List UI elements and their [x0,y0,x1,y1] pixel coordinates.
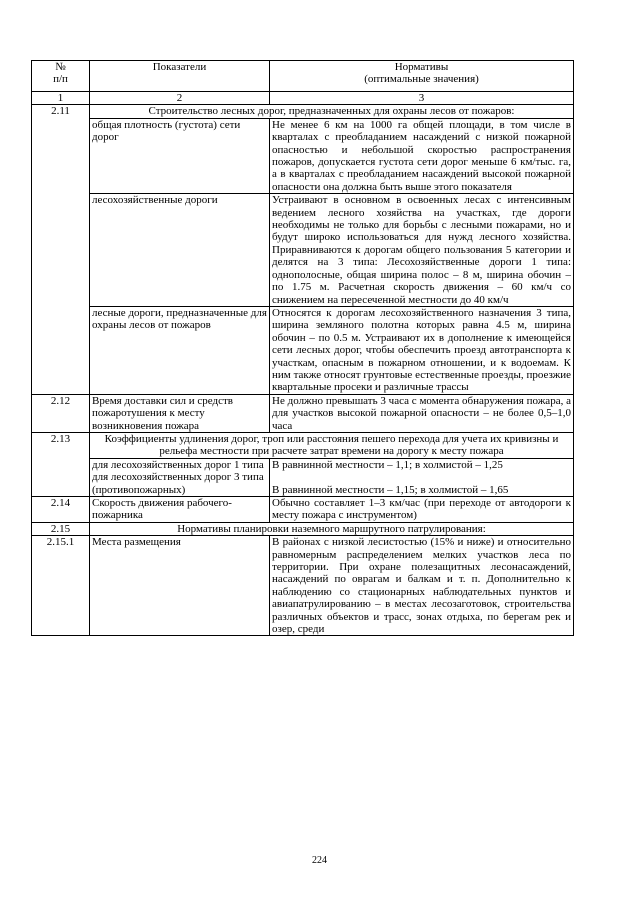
row-number: 2.11 [32,105,90,394]
table-header-row [32,61,574,92]
column-numbers-row [32,92,574,105]
indicator-cell: лесные дороги, предназначенные для охраны лесов от пожаров [90,306,270,394]
norm-cell: Устраивают в основном в освоенных лесах с интенсивным ведением лесного хозяйства на участках, где дороги необходимы не только для борьбы с лесными пожарами, но и будут широко использоваться для нужд лесного хозяйства. Приравниваются к дорогам общего пользования 5 категории и делятся на 3 типа: Лесохозяйственные дороги 1 типа: однополосные, общая ширина полос – 8 м, ширина обочин – по 1.75 м. Расчетная скорость движения – 60 км/ч со снижением на пересеченной местности до 40 км/ч [270,194,574,307]
row-number: 2.15 [32,522,90,535]
norm-cell: Не должно превышать 3 часа с момента обнаружения пожара, а для участков высокой пожарной опасности – не более 0,5–1,0 часа [270,394,574,432]
table-row [32,497,574,523]
header-number-cell [32,61,90,92]
row-number: 2.12 [32,394,90,432]
header-norms-cell [270,61,574,92]
header-norms-subtitle: (оптимальные значения) [364,73,479,86]
table-row [32,306,574,394]
page-number: 224 [312,855,327,866]
section-title: Коэффициенты удлинения дорог, троп или расстояния пешего перехода для учета их кривизны и рельефа местности при расчете затрат времени на дорогу к месту пожара [90,432,574,458]
road-type-1-value: В равнинной местности – 1,1; в холмистой – 1,25 [272,458,503,471]
table-row [32,118,574,193]
norm-cell: В районах с низкой лесистостью (15% и ниже) и относительно равномерным распределением мелких участков леса по территории. При охране полезащитных лесонасаждений, насаждений по оврагам и балкам и т. п. Дополнительно к наблюдению со стационарных наблюдательных пунктов и авиапатрулированию – в местах лесозаготовок, строительства различных объектов и трасс, зонах отдыха, по берегам рек и озер, среди [270,536,574,636]
spacer [272,471,571,483]
indicator-cell [90,458,270,496]
section-row-2-11 [32,105,574,118]
header-norms-title: Нормативы [394,61,449,73]
section-row-2-13 [32,432,574,458]
indicator-cell: Время доставки сил и средств пожаротушения к месту возникновения пожара [90,394,270,432]
indicator-cell: лесохозяйственные дороги [90,194,270,307]
section-title: Нормативы планировки наземного маршрутного патрулирования: [90,522,574,535]
table-row [32,394,574,432]
norm-cell: Обычно составляет 1–3 км/час (при переходе от автодороги к месту пожара с инструментом) [270,497,574,523]
column-number-2: 2 [90,92,270,105]
norm-cell [270,458,574,496]
row-number: 2.14 [32,497,90,523]
norm-cell: Относятся к дорогам лесохозяйственного назначения 3 типа, ширина земляного полотна которых равна 4.5 м, ширина обочин – по 0.5 м. Устраивают их в дополнение к имеющейся сети лесных дорог, чтобы обеспечить проезд автотранспорта к участкам, опасным в пожарном отношении, и к водоемам. К ним также относят грунтовые естественные проезды, проезжие квартальные просеки и различные трассы [270,306,574,394]
row-number: 2.13 [32,432,90,496]
table-row [32,458,574,496]
column-number-1: 1 [32,92,90,105]
indicator-cell: общая плотность (густота) сети дорог [90,118,270,193]
header-number-label: п/п [53,73,68,86]
section-title: Строительство лесных дорог, предназначенных для охраны лесов от пожаров: [90,105,574,118]
table-row [32,536,574,636]
indicator-cell: Места размещения [90,536,270,636]
header-indicators-cell: Показатели [90,61,270,92]
row-number: 2.15.1 [32,536,90,636]
column-number-3: 3 [270,92,574,105]
standards-table [31,60,574,636]
table-row [32,194,574,307]
road-type-1-label: для лесохозяйственных дорог 1 типа [92,458,264,471]
road-type-3-value: В равнинной местности – 1,15; в холмистой – 1,65 [272,483,509,496]
norm-cell: Не менее 6 км на 1000 га общей площади, в том числе в кварталах с преобладанием насаждений с низкой пожарной опасностью и небольшой скоростью распространения пожаров, допускается густота сети дорог меньше 6 км/тыс. га, а в кварталах с преобладанием насаждений высокой пожарной опасности она должна быть выше этого показателя [270,118,574,193]
section-row-2-15 [32,522,574,535]
indicator-cell: Скорость движения рабочего-пожарника [90,497,270,523]
header-number-sign: № [55,61,66,73]
road-type-3-label: для лесохозяйственных дорог 3 типа (противопожарных) [92,471,264,496]
